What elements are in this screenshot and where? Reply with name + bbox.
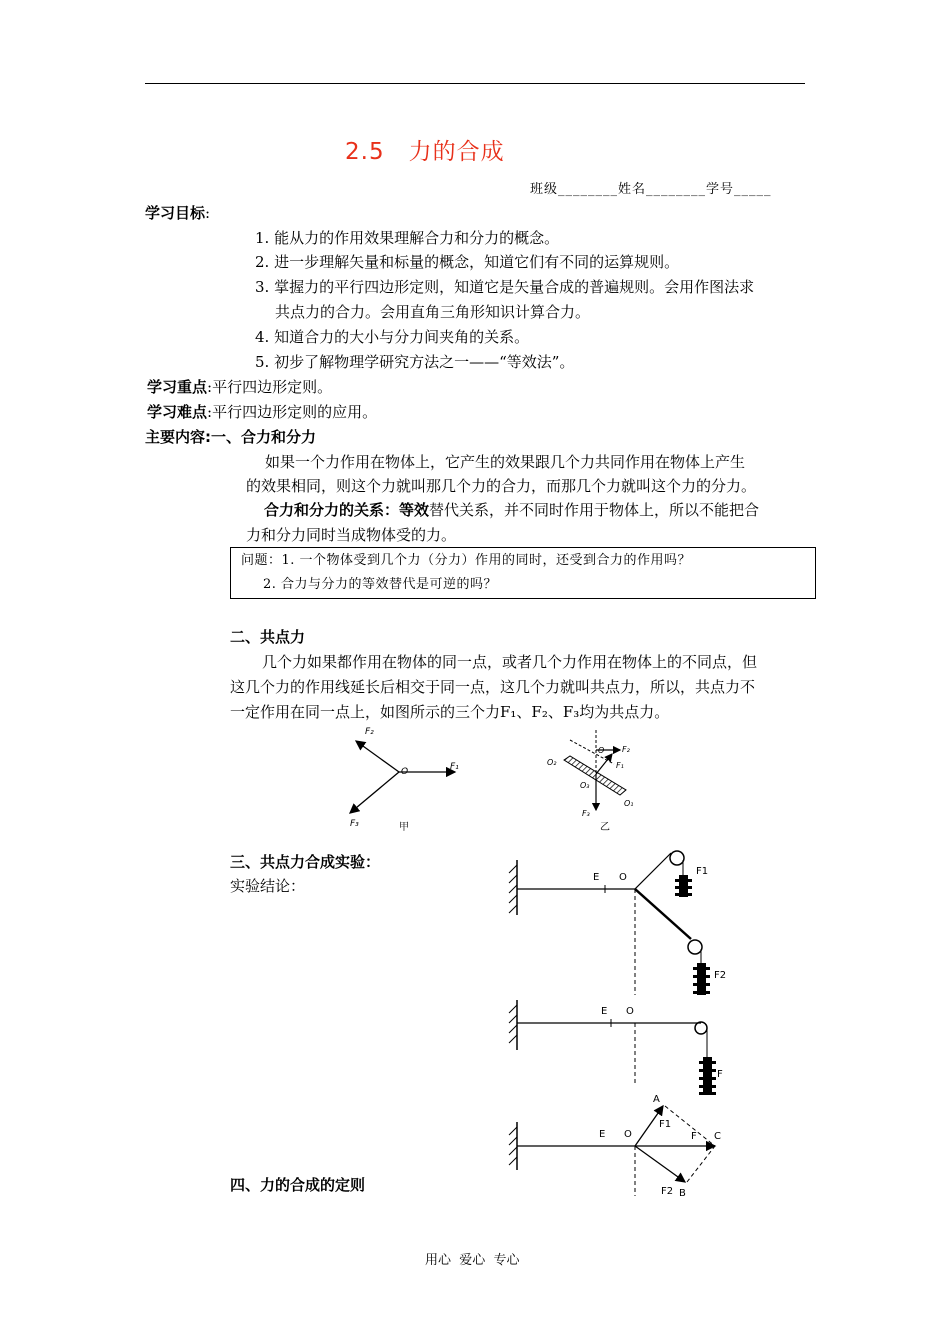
footer-text: 用心 爱心 专心 <box>425 1253 520 1268</box>
label-f1: F1 <box>659 1119 672 1130</box>
label-b: B <box>679 1188 686 1199</box>
label-c: C <box>714 1131 721 1142</box>
label-f1: F₁ <box>450 762 459 772</box>
experiment-figure-3 <box>505 1090 735 1200</box>
parallelogram-edge-bc <box>687 1146 715 1182</box>
relation-row <box>264 500 759 520</box>
label-f2: F₂ <box>622 745 630 754</box>
label-o: O <box>598 746 605 755</box>
key-point-row <box>147 377 332 397</box>
difficulty-row <box>147 402 377 422</box>
wall-hatching <box>509 865 517 913</box>
section4-title: 四、力的合成的定则 <box>230 1176 366 1194</box>
section1-title: :一、合力和分力 <box>205 428 317 446</box>
label-o2: O₂ <box>547 758 557 767</box>
label-f2: F₂ <box>365 727 374 737</box>
goals-heading: 学习目标 <box>145 204 206 222</box>
difficulty-text: :平行四边形定则的应用。 <box>207 403 378 421</box>
relation-text: 替代关系，并不同时作用于物体上，所以不能把合 <box>429 501 760 519</box>
experiment-figure-1 <box>505 845 735 1000</box>
figure-jia <box>335 722 475 834</box>
goal-item-2: 2. 进一步理解矢量和标量的概念，知道它们有不同的运算规则。 <box>255 253 680 271</box>
string-1 <box>635 853 671 889</box>
parallelogram-edge-ac <box>665 1106 715 1146</box>
relation-line2: 力和分力同时当成物体受的力。 <box>246 526 457 544</box>
weights-1 <box>675 875 692 897</box>
page-title: 2.5 力的合成 <box>345 139 505 165</box>
para1-line1: 如果一个力作用在物体上，它产生的效果跟几个力共同作用在物体上产生 <box>265 453 746 471</box>
label-o1: O₁ <box>624 799 634 808</box>
experiment-figure-2 <box>505 995 735 1105</box>
relation-label: 合力和分力的关系：等效 <box>264 501 430 519</box>
header-rule <box>145 83 805 84</box>
main-content-label: 主要内容 <box>145 428 206 446</box>
label-e: E <box>601 1006 608 1017</box>
label-o: O <box>626 1006 634 1017</box>
weights-2 <box>693 963 710 995</box>
label-o: O <box>401 767 409 777</box>
label-o: O <box>624 1129 632 1140</box>
para2-line1: 几个力如果都作用在物体的同一点，或者几个力作用在物体上的不同点，但 <box>262 653 758 671</box>
pulley-2 <box>688 940 702 954</box>
question-2: 2. 合力与分力的等效替代是可逆的吗？ <box>263 577 498 592</box>
goals-colon: : <box>205 204 211 222</box>
para2-line3: 一定作用在同一点上，如图所示的三个力F₁、F₂、F₃均为共点力。 <box>230 703 670 721</box>
caption-jia: 甲 <box>399 822 409 833</box>
force-f2-arrow <box>356 741 399 772</box>
goal-item-4: 4. 知道合力的大小与分力间夹角的关系。 <box>255 328 530 346</box>
goal-item-1: 1. 能从力的作用效果理解合力和分力的概念。 <box>255 229 560 247</box>
label-f2: F2 <box>661 1186 674 1197</box>
pulley-1 <box>670 851 684 865</box>
goals-heading-row <box>145 203 210 223</box>
label-e: E <box>593 872 600 883</box>
label-o: O <box>619 872 627 883</box>
label-o3: O₃ <box>580 781 590 790</box>
force-f2-arrow <box>635 1146 685 1182</box>
goal-item-5: 5. 初步了解物理学研究方法之一——“等效法”。 <box>255 353 575 371</box>
section3-title: 三、共点力合成实验： <box>230 853 381 871</box>
experiment-conclusion: 实验结论： <box>230 877 306 895</box>
goal-item-3-cont: 共点力的合力。会用直角三角形知识计算合力。 <box>275 303 591 321</box>
question-box <box>230 547 816 599</box>
key-point-label: 学习重点 <box>147 378 208 396</box>
wall-hatching <box>509 1127 517 1165</box>
label-f: F <box>691 1131 697 1142</box>
label-e: E <box>599 1129 606 1140</box>
label-f: F <box>717 1069 723 1080</box>
label-f3: F₃ <box>582 809 590 818</box>
label-f1: F1 <box>696 866 709 877</box>
difficulty-label: 学习难点 <box>147 403 208 421</box>
question-1: 问题：1. 一个物体受到几个力（分力）作用的同时，还受到合力的作用吗？ <box>241 553 692 568</box>
force-f3-arrow <box>350 772 399 813</box>
main-content-row <box>145 427 316 447</box>
label-f3: F₃ <box>350 819 359 829</box>
force-f1-arrow <box>596 754 612 774</box>
label-f1: F₁ <box>616 761 624 770</box>
figure-yi <box>540 728 650 836</box>
para2-line2: 这几个力的作用线延长后相交于同一点，这几个力就叫共点力，所以，共点力不 <box>230 678 756 696</box>
pulley <box>695 1022 707 1034</box>
para1-line2: 的效果相同，则这个力就叫那几个力的合力，而那几个力就叫这个力的分力。 <box>246 477 757 495</box>
key-point-text: :平行四边形定则。 <box>207 378 333 396</box>
goal-item-3: 3. 掌握力的平行四边形定则，知道它是矢量合成的普遍规则。会用作图法求 <box>255 278 755 296</box>
student-info-fields: 班级________姓名________学号_____ <box>530 182 772 197</box>
label-f2: F2 <box>714 970 727 981</box>
section2-title: 二、共点力 <box>230 628 306 646</box>
caption-yi: 乙 <box>600 822 610 833</box>
label-a: A <box>653 1094 660 1105</box>
wall-hatching <box>509 1005 517 1043</box>
